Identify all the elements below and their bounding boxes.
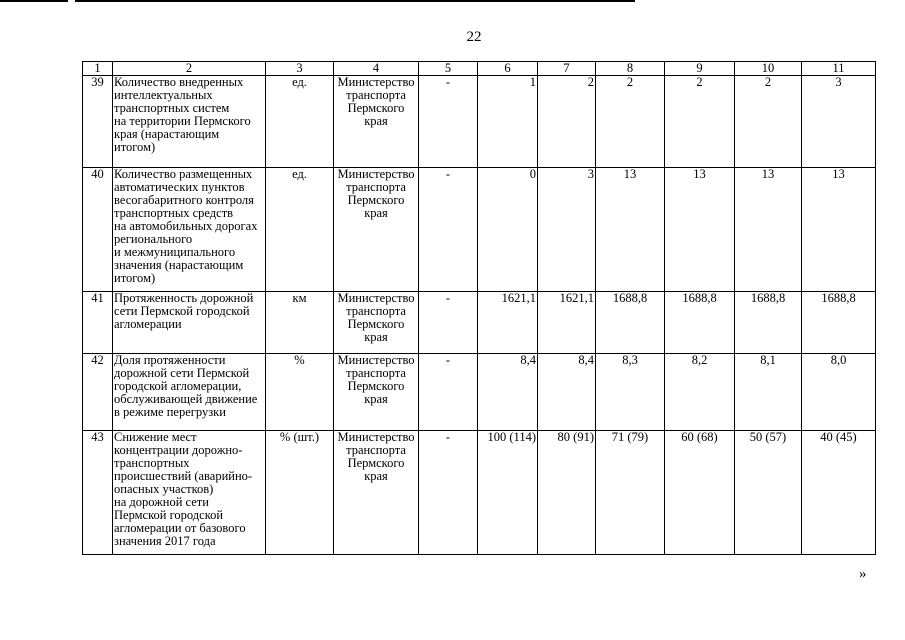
column-header: 3 [266,62,334,76]
unit-of-measure: км [266,292,334,354]
value-col-8: 13 [596,168,665,292]
value-col-10: 2 [735,76,802,168]
base-value: - [419,76,478,168]
value-col-9: 60 (68) [665,431,735,555]
row-number: 43 [83,431,113,555]
unit-of-measure: % [266,354,334,431]
row-number: 40 [83,168,113,292]
top-rule-left [0,0,68,2]
indicator-name: Доля протяженности дорожной сети Пермской городской агломерации, обслуживающей движение в режиме перегрузки [113,354,266,431]
value-col-11: 3 [802,76,876,168]
indicator-name: Протяженность дорожной сети Пермской городской агломерации [113,292,266,354]
responsible-executor: Министерство транспорта Пермского края [334,76,419,168]
value-col-6: 100 (114) [478,431,538,555]
value-col-9: 13 [665,168,735,292]
value-col-9: 8,2 [665,354,735,431]
base-value: - [419,354,478,431]
responsible-executor: Министерство транспорта Пермского края [334,354,419,431]
column-header: 1 [83,62,113,76]
value-col-7: 2 [538,76,596,168]
indicators-table [82,61,876,555]
value-col-11: 13 [802,168,876,292]
base-value: - [419,168,478,292]
value-col-7: 1621,1 [538,292,596,354]
indicator-name: Снижение мест концентрации дорожно- транспортных происшествий (аварийно- опасных участков) на дорожной сети Пермской городской агломерации от базового значения 2017 года [113,431,266,555]
value-col-8: 8,3 [596,354,665,431]
table-row [83,168,876,292]
value-col-7: 80 (91) [538,431,596,555]
column-header: 11 [802,62,876,76]
column-header: 8 [596,62,665,76]
value-col-8: 2 [596,76,665,168]
row-number: 39 [83,76,113,168]
table-row [83,76,876,168]
column-header: 6 [478,62,538,76]
table-header-row [83,62,876,76]
responsible-executor: Министерство транспорта Пермского края [334,168,419,292]
value-col-7: 3 [538,168,596,292]
value-col-11: 8,0 [802,354,876,431]
table-row [83,431,876,555]
unit-of-measure: ед. [266,76,334,168]
value-col-8: 1688,8 [596,292,665,354]
base-value: - [419,431,478,555]
value-col-6: 8,4 [478,354,538,431]
indicator-name: Количество размещенных автоматических пунктов весогабаритного контроля транспортных средств на автомобильных дорогах регионального и межмуниципального значения (нарастающим итогом) [113,168,266,292]
value-col-6: 1 [478,76,538,168]
value-col-6: 0 [478,168,538,292]
column-header: 4 [334,62,419,76]
value-col-10: 50 (57) [735,431,802,555]
row-number: 41 [83,292,113,354]
unit-of-measure: ед. [266,168,334,292]
value-col-11: 1688,8 [802,292,876,354]
value-col-8: 71 (79) [596,431,665,555]
base-value: - [419,292,478,354]
column-header: 5 [419,62,478,76]
table-row [83,354,876,431]
value-col-10: 1688,8 [735,292,802,354]
value-col-10: 13 [735,168,802,292]
unit-of-measure: % (шт.) [266,431,334,555]
table-row [83,292,876,354]
column-header: 2 [113,62,266,76]
indicator-name: Количество внедренных интеллектуальных транспортных систем на территории Пермского края (нарастающим итогом) [113,76,266,168]
value-col-10: 8,1 [735,354,802,431]
column-header: 7 [538,62,596,76]
responsible-executor: Министерство транспорта Пермского края [334,431,419,555]
column-header: 10 [735,62,802,76]
value-col-11: 40 (45) [802,431,876,555]
value-col-6: 1621,1 [478,292,538,354]
top-rule-right [75,0,635,2]
value-col-9: 2 [665,76,735,168]
page-number: 22 [466,29,482,45]
column-header: 9 [665,62,735,76]
value-col-9: 1688,8 [665,292,735,354]
row-number: 42 [83,354,113,431]
value-col-7: 8,4 [538,354,596,431]
responsible-executor: Министерство транспорта Пермского края [334,292,419,354]
continuation-mark: » [859,566,867,582]
